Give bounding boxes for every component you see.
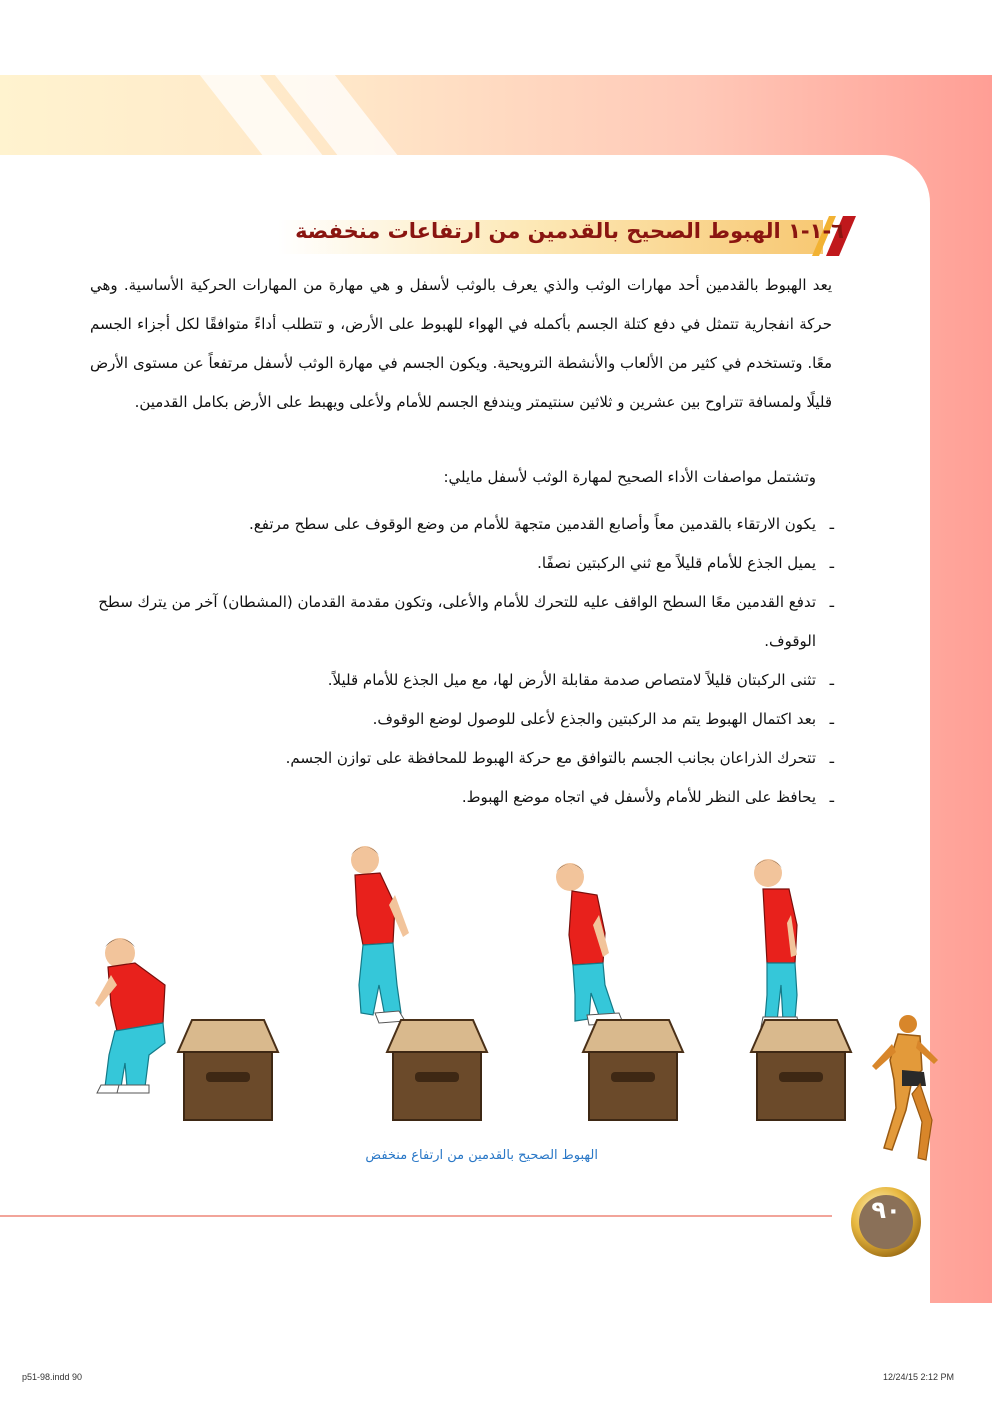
bullet-marker: ـ [829,749,834,767]
bullet-marker: ـ [829,515,834,533]
footer-rule [0,1215,832,1217]
box-2 [387,1020,487,1120]
list-item-text: يكون الارتقاء بالقدمين معاً وأصابع القدمين متجهة للأمام من وضع الوقوف على سطح مرتفع. [249,515,816,533]
list-item [94,583,834,661]
landing-figure [95,938,165,1093]
box-1 [178,1020,278,1120]
figure-caption: الهبوط الصحيح بالقدمين من ارتفاع منخفض [365,1148,598,1163]
jump-sequence-illustration [75,835,885,1125]
page-number: ٩٠ [871,1196,901,1224]
list-item-text: بعد اكتمال الهبوط يتم مد الركبتين والجذع لأعلى للوصول لوضع الوقوف. [372,710,816,728]
list-item [94,739,834,778]
standing-figure [754,859,799,1027]
section-heading: ٦-١-١ الهبوط الصحيح بالقدمين من ارتفاعات منخفضة [295,219,844,243]
list-item [94,544,834,583]
list-item-text: تثنى الركبتان قليلاً لامتصاص صدمة مقابلة الأرض لها، مع ميل الجذع للأمام قليلاً. [327,671,816,689]
bullet-marker: ـ [829,554,834,572]
list-item-text: تدفع القدمين معًا السطح الواقف عليه للتحرك للأمام والأعلى، وتكون مقدمة القدمان (المشطان) آخر من يترك سطح الوقوف. [98,593,816,650]
list-item-text: يحافظ على النظر للأمام ولأسفل في اتجاه موضع الهبوط. [461,788,816,806]
bullet-marker: ـ [829,593,834,611]
bullet-marker: ـ [829,671,834,689]
bullet-marker: ـ [829,788,834,806]
specs-list [94,505,834,817]
list-item [94,700,834,739]
footer-file-label: p51-98.indd 90 [22,1372,83,1382]
list-item [94,778,834,817]
list-item-text: تتحرك الذراعان بجانب الجسم بالتوافق مع حركة الهبوط للمحافظة على توازن الجسم. [285,749,816,767]
body-paragraph: يعد الهبوط بالقدمين أحد مهارات الوثب والذي يعرف بالوثب لأسفل و هي مهارة من المهارات الحركية الأساسية. وهي حركة انفجارية تتمثل في دفع كتلة الجسم بأكمله في الهواء للهبوط على الأرض، و تتطلب أداءً متوافقًا لكل أجزاء الجسم معًا. وتستخدم في كثير من الألعاب والأنشطة الترويحية. ويكون الجسم في مهارة الوثب لأسفل مرتفعاً عن مستوى الأرض قليلًا ولمسافة تتراوح بين عشرين و ثلاثين سنتيمتر ويندفع الجسم للأمام ولأعلى ويهبط على الأرض بكامل القدمين. [90,276,832,411]
crouching-figure [556,863,623,1025]
footer-timestamp: 12/24/15 2:12 PM [883,1372,955,1382]
box-4 [751,1020,851,1120]
box-3 [583,1020,683,1120]
specs-intro: وتشتمل مواصفات الأداء الصحيح لمهارة الوثب لأسفل مايلي: [443,468,816,486]
jumping-figure [351,846,409,1023]
runner-decoration [862,1010,942,1170]
bullet-marker: ـ [829,710,834,728]
list-item [94,505,834,544]
list-item-text: يميل الجذع للأمام قليلاً مع ثني الركبتين نصفًا. [537,554,816,572]
list-item [94,661,834,700]
